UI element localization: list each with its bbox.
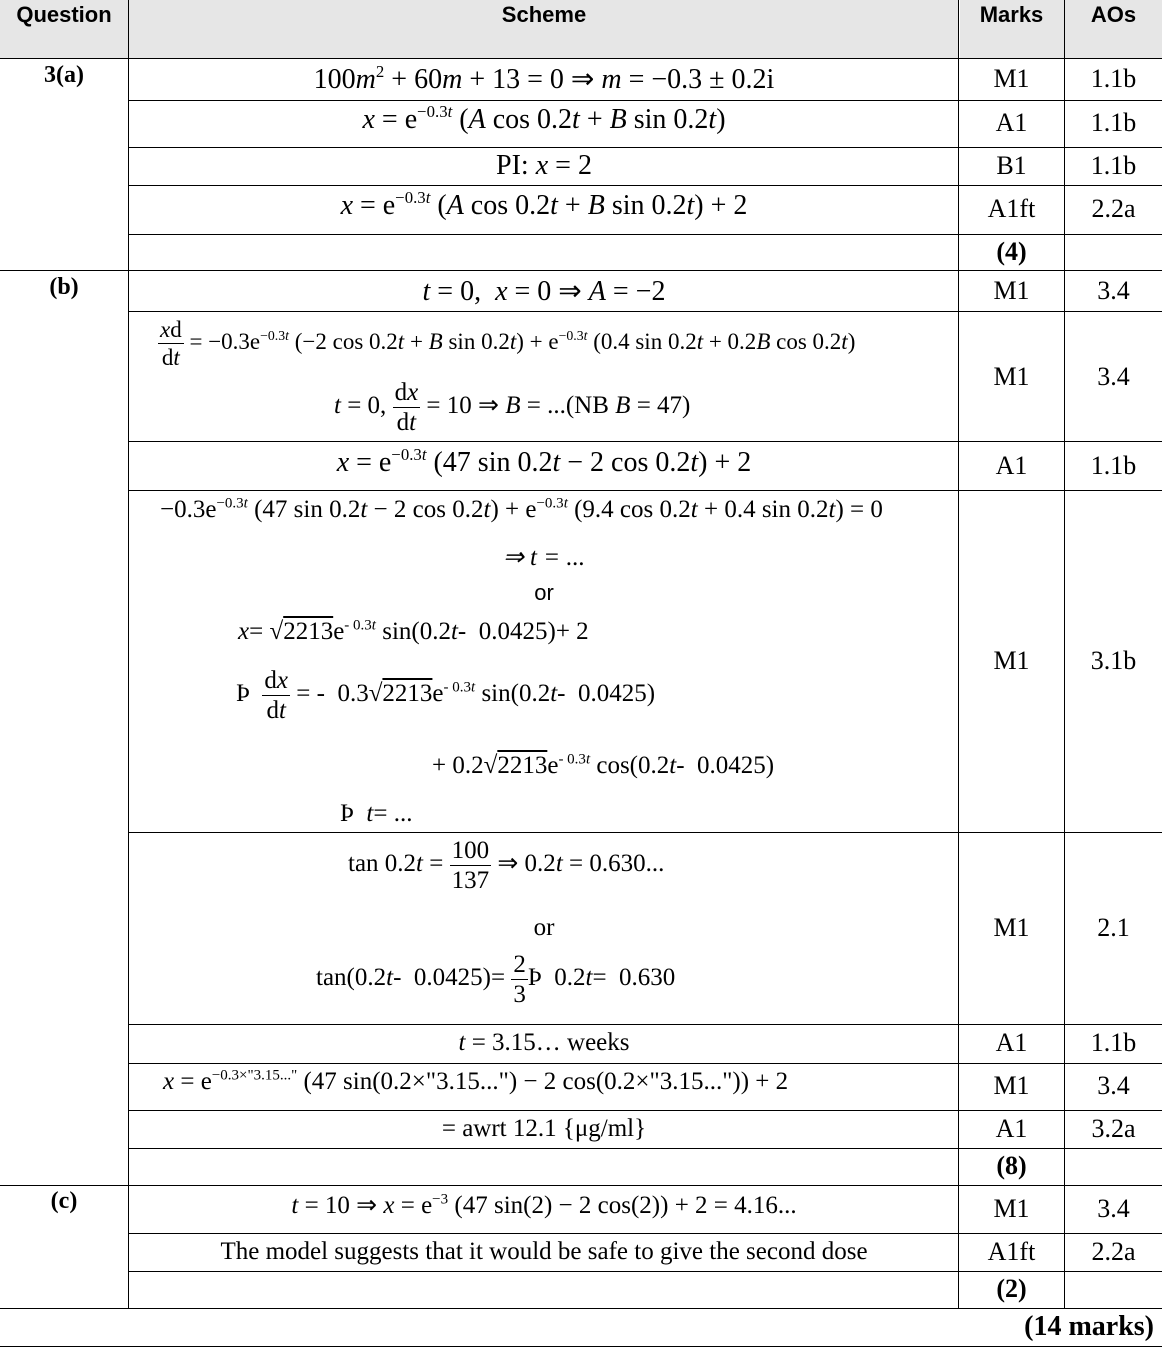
scheme-b-row6: t = 3.15… weeks (458, 1029, 630, 1056)
ao-b-8: 3.2a (1091, 1114, 1136, 1143)
ao-b-1: 3.4 (1097, 276, 1130, 305)
scheme-b-row3: $x = e^{-0.3t}$ (47 sin 0.2t − 2 cos 0.2t) + 2 (336, 445, 752, 478)
scheme-c-row2: The model suggests that it would be safe to give the second dose (220, 1238, 868, 1265)
scheme-a-row4: $x = e^{-0.3t}$ (A cos 0.2t + B sin 0.2t) + 2 (340, 188, 748, 221)
mark-a-3: B1 (996, 151, 1027, 180)
scheme-b-row4-line1: $-0.3e^{-0.3t}$ (47 sin 0.2t − 2 $\cos 0.2t) + e^{-0.3t}$ (9.4 cos 0.2t + 0.4 sin 0.2t) = 0 (160, 495, 883, 523)
mark-b-1: M1 (993, 276, 1030, 305)
mark-b-2: M1 (993, 362, 1030, 391)
part-label-b: (b) (49, 274, 79, 300)
ao-b-3: 1.1b (1090, 451, 1137, 480)
scheme-b-row5-line3: tan(0.2t- 0.0425)= $\frac{2}{3}$ Þ 0.2t= 0.630 (316, 951, 676, 1008)
header-question: Question (16, 2, 112, 27)
scheme-a-row3: PI: x = 2 (496, 150, 592, 181)
ao-a-2: 1.1b (1090, 108, 1137, 137)
mark-b-6: A1 (995, 1028, 1028, 1057)
scheme-b-row4-line6: + $0.2√2213e^{- 0.3t}$ cos(0.2t- 0.0425) (432, 751, 775, 779)
mark-b-7: M1 (993, 1071, 1030, 1100)
scheme-b-row2-derivative: $\frac{xd}{dt}$ = $-0.3e^{-0.3t}$ (−2 cos 0.2t + B $\sin 0.2t) + e^{-0.3t}$ (0.4 sin 0.2t + 0.2B cos 0.2t) (160, 317, 856, 370)
scheme-a-row1: $100m^2 + 60m + 13 = 0$ ⇒ m = −0.3 ± 0.2i (313, 62, 775, 95)
scheme-c-row1: t = 10 ⇒ $x = e^{-3}$ (47 sin(2) − 2 cos(2)) + 2 = 4.16... (291, 1191, 797, 1219)
mark-b-5: M1 (993, 913, 1030, 942)
scheme-b-or-2: or (533, 914, 555, 941)
total-marks: (14 marks) (1024, 1311, 1154, 1342)
scheme-b-row7: $x = e^{-0.3\times"3.15..."}$ (47 sin(0.2×"3.15...") − 2 cos(0.2×"3.15...")) + 2 (163, 1067, 789, 1095)
ao-a-1: 1.1b (1090, 64, 1137, 93)
mark-b-8: A1 (995, 1114, 1028, 1143)
scheme-b-or-1: or (534, 580, 554, 605)
ao-b-5: 2.1 (1097, 913, 1130, 942)
ao-b-2: 3.4 (1097, 362, 1130, 391)
mark-b-3: A1 (995, 451, 1028, 480)
mark-b-total: (8) (996, 1151, 1027, 1180)
scheme-b-row4-line5: Þ $\frac{dx}{dt}$ = - $0.3√2213e^{- 0.3t}$ sin(0.2t- 0.0425) (236, 667, 656, 724)
ao-b-4: 3.1b (1090, 646, 1137, 675)
part-label-c: (c) (50, 1188, 78, 1214)
mark-a-1: M1 (993, 64, 1030, 93)
header-aos: AOs (1090, 2, 1137, 27)
mark-b-4: M1 (993, 646, 1030, 675)
ao-b-6: 1.1b (1090, 1028, 1137, 1057)
ao-c-1: 3.4 (1097, 1194, 1130, 1223)
ao-b-7: 3.4 (1097, 1071, 1130, 1100)
scheme-a-row2: $x = e^{-0.3t}$ (A cos 0.2t + B sin 0.2t) (362, 102, 726, 135)
mark-c-1: M1 (993, 1194, 1030, 1223)
ao-c-2: 2.2a (1091, 1237, 1136, 1266)
scheme-b-row8: = awrt 12.1 {μg/ml} (441, 1115, 647, 1142)
mark-a-4: A1ft (987, 194, 1036, 223)
scheme-b-row1: t = 0, x = 0 ⇒ A = −2 (422, 276, 666, 307)
scheme-b-row4-line2: ⇒ t = ... (502, 544, 586, 571)
mark-c-2: A1ft (987, 1237, 1036, 1266)
part-label-a: 3(a) (44, 62, 84, 88)
mark-a-total: (4) (996, 237, 1027, 266)
ao-a-4: 2.2a (1091, 194, 1136, 223)
scheme-b-row5-line1: tan 0.2t = $\frac{100}{137}$ ⇒ 0.2t = 0.630... (348, 837, 665, 894)
ao-a-3: 1.1b (1090, 151, 1137, 180)
header-marks: Marks (979, 2, 1044, 27)
scheme-b-row4-line7: Þ t= ... (340, 800, 413, 827)
header-scheme: Scheme (501, 2, 587, 27)
mark-c-total: (2) (996, 1274, 1027, 1303)
scheme-b-row4-line4: $x= √2213e^{- 0.3t}$ sin(0.2t- 0.0425)+ 2 (238, 617, 589, 645)
scheme-b-row2-condition: t = 0, $\frac{dx}{dt}$ = 10 ⇒ B = ...(NB B = 47) (334, 379, 691, 436)
mark-a-2: A1 (995, 108, 1028, 137)
